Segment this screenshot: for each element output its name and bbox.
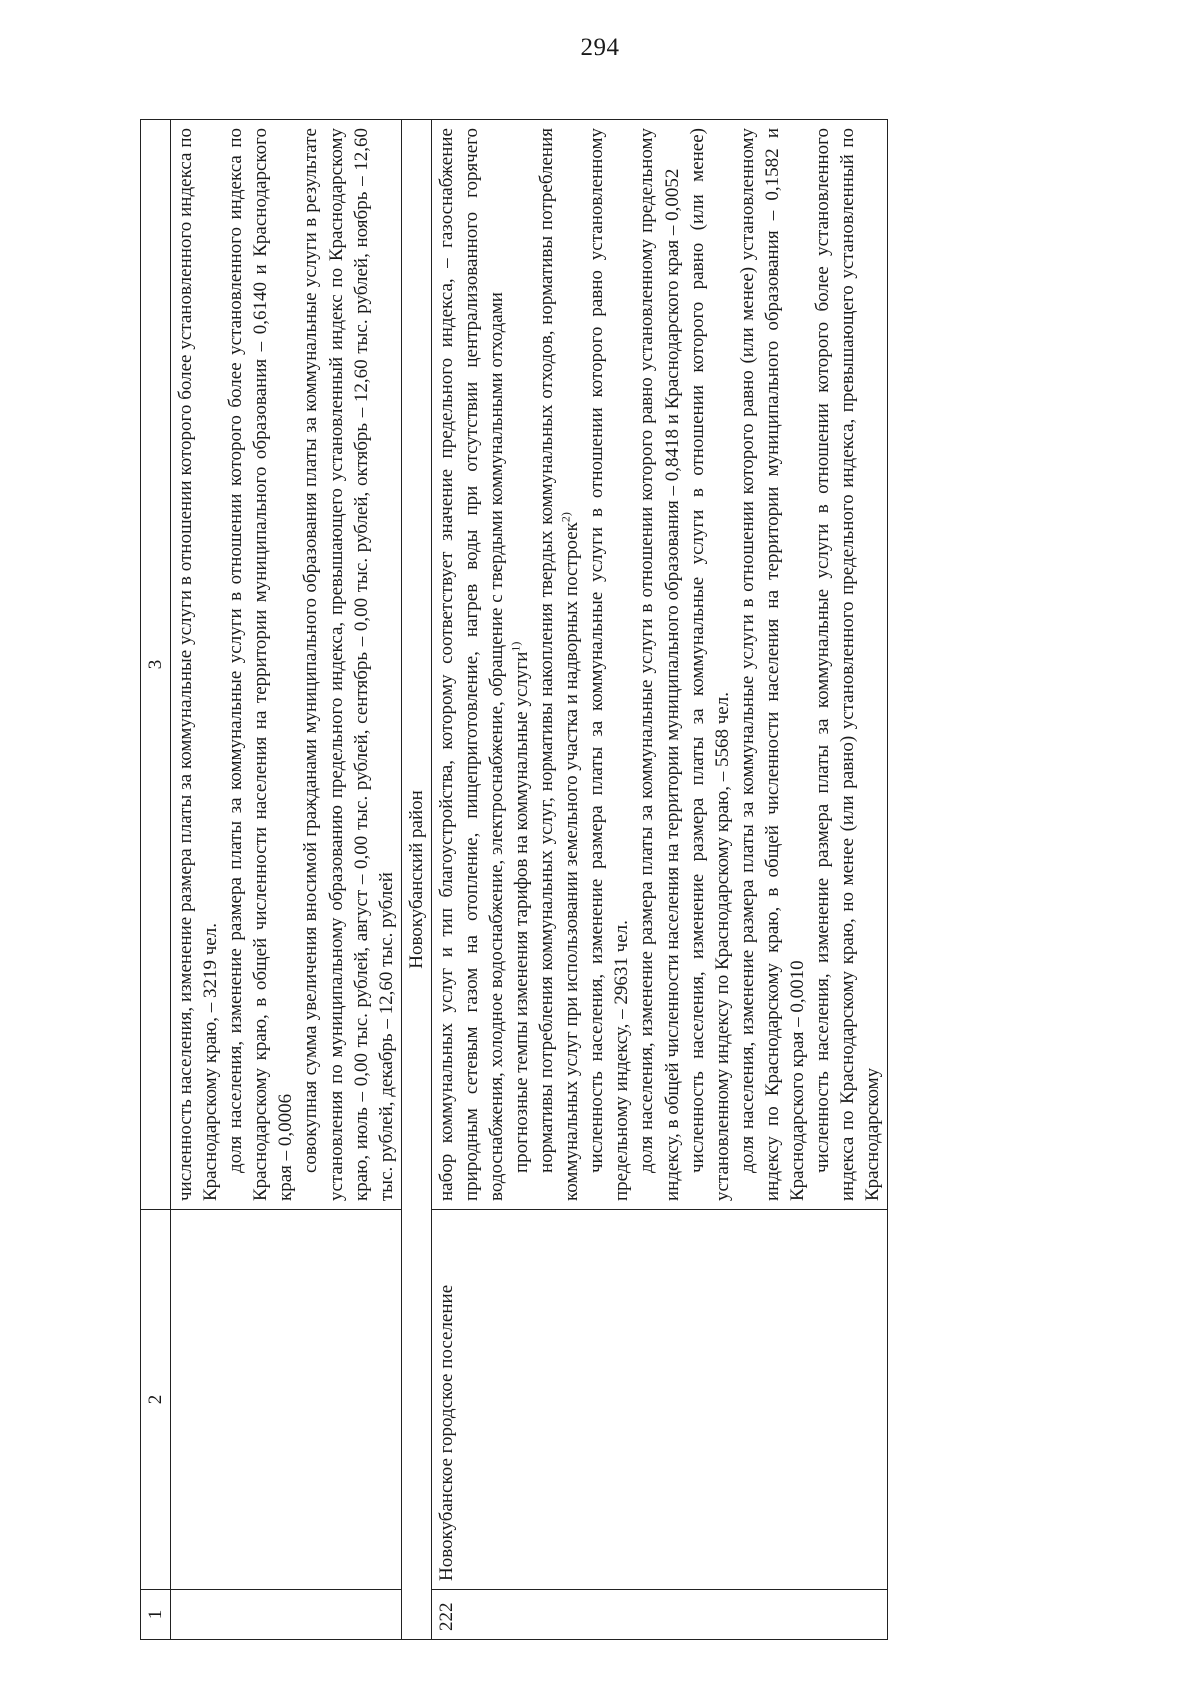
row-content-cell	[431, 120, 887, 1210]
continued-paragraph: численность населения, изменение размера платы за коммунальные услуги в отношении которого более установленного индекса по Краснодарскому краю, – 3219 чел.	[175, 128, 222, 1201]
paragraph-text: доля населения, изменение размера платы за коммунальные услуги в отношении которого равно (или менее) установленному индексу по Краснодарскому краю, в общей численности населения на территории муниципального образования – 0,1582 и Краснодарского края – 0,0010	[736, 128, 808, 1201]
paragraph-text: доля населения, изменение размера платы за коммунальные услуги в отношении которого равно установленному предельному индексу, в общей численности населения на территории муниципального образования – 0,8418 и Краснодарского края – 0,0052	[636, 128, 683, 1201]
paragraph-text: нормативы потребления коммунальных услуг, нормативы накопления твердых коммунальных отходов, нормативы потребления коммунальных услуг при использовании земельного участка и надворных построек	[536, 128, 583, 1201]
table-row	[431, 120, 887, 1640]
paragraph-text: численность населения, изменение размера платы за коммунальные услуги в отношении которого равно установленному предельному индексу, – 29631 чел.	[586, 128, 633, 1201]
content-paragraph	[735, 128, 810, 1201]
column-header-2: 2	[141, 1210, 171, 1590]
column-header-3: 3	[141, 120, 171, 1210]
column-header-1: 1	[141, 1590, 171, 1640]
municipality-name: Новокубанское городское поселение	[431, 1210, 887, 1590]
table-header-row	[141, 120, 171, 1640]
paragraph-text: численность населения, изменение размера платы за коммунальные услуги в отношении которого более установленного индекса по Краснодарскому краю, но менее (или равно) установленного предельного индекса, превышающего установленный по Краснодарскому	[812, 128, 884, 1201]
content-paragraph	[685, 128, 735, 1201]
continued-name-cell	[171, 1210, 402, 1590]
row-number: 222	[431, 1590, 887, 1640]
tariff-table	[140, 119, 888, 1640]
rotated-table-frame	[140, 120, 1090, 1640]
continued-paragraph: совокупная сумма увеличения вносимой гражданами муниципального образования платы за коммунальные услуги в результате установления по муниципальному образованию предельного индекса, превышающего установленный индекс по Краснодарскому краю, июль – 0,00 тыс. рублей, август – 0,00 тыс. рублей, сентябрь – 0,00 тыс. рублей, октябрь – 12,60 тыс. рублей, ноябрь – 12,60 тыс. рублей, декабрь – 12,60 тыс. рублей	[300, 128, 397, 1201]
section-title-row	[401, 120, 431, 1640]
continued-paragraph: доля населения, изменение размера платы за коммунальные услуги в отношении которого более установленного индекса по Краснодарскому краю, в общей численности населения на территории муниципального образования – 0,6140 и Краснодарского края – 0,0006	[225, 128, 297, 1201]
content-paragraph	[534, 128, 584, 1201]
content-paragraph	[810, 128, 885, 1201]
continued-number-cell	[171, 1590, 402, 1640]
content-paragraph	[509, 128, 534, 1201]
table-row-continued	[171, 120, 402, 1640]
continued-content-cell	[171, 120, 402, 1210]
section-title: Новокубанский район	[401, 120, 431, 1640]
paragraph-text: прогнозные темпы изменения тарифов на коммунальные услуги	[511, 651, 533, 1173]
content-paragraph	[434, 128, 509, 1201]
footnote-mark: 1)	[508, 641, 523, 652]
footnote-mark: 2)	[558, 512, 573, 523]
paragraph-text: численность населения, изменение размера платы за коммунальные услуги в отношении которого равно (или менее) установленному индексу по Краснодарскому краю, – 5568 чел.	[686, 128, 733, 1201]
content-paragraph	[584, 128, 634, 1201]
page-number: 294	[580, 34, 620, 61]
paragraph-text: набор коммунальных услуг и тип благоустройства, которому соответствует значение предельного индекса, – газоснабжение природным сетевым газом на отопление, пищеприготовление, нагрев воды при отсутствии централизованного горячего водоснабжения, холодное водоснабжение, электроснабжение, обращение с твердыми коммунальными отходами	[435, 128, 508, 1201]
content-paragraph	[634, 128, 684, 1201]
